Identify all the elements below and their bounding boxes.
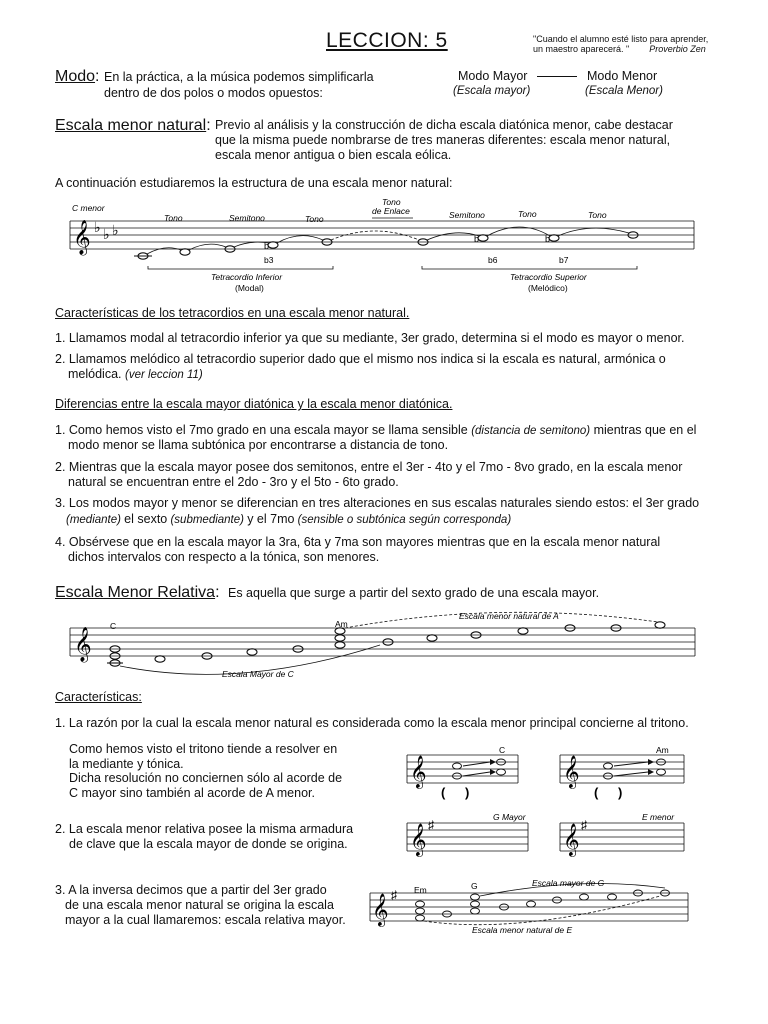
caract-tetra-item-2-line-2: melódica. (ver leccion 11) [68, 367, 203, 381]
relativa-text: Es aquella que surge a partir del sexto grado de una escala mayor. [228, 586, 600, 600]
modo-menor: Modo Menor [587, 69, 658, 83]
caracteristicas-item-3: 3. A la inversa decimos que a partir del 3er grado de una escala menor natural se origina la escala mayor a la cual llamaremos: escala relativa mayor. [55, 883, 346, 927]
treble-clef-icon: 𝄞 [563, 824, 580, 855]
ex-paren-2: ( ) [594, 785, 631, 800]
svg-text:b7: b7 [559, 255, 569, 265]
svg-text:♭: ♭ [103, 226, 110, 242]
sharp-icon: ♯ [391, 888, 397, 902]
svg-text:de Enlace: de Enlace [372, 206, 410, 216]
svg-text:b6: b6 [488, 255, 498, 265]
svg-text:(Melódico): (Melódico) [528, 283, 568, 293]
ex-label-natural-e: Escala menor natural de E [472, 925, 573, 935]
treble-clef-icon: 𝄞 [372, 894, 389, 925]
svg-text:Tono: Tono [164, 213, 183, 223]
ex-label-am: Am [656, 745, 669, 755]
ex-label-g-mayor: G Mayor [493, 812, 526, 822]
svg-text:Semitono: Semitono [449, 210, 485, 220]
ex-label-mayor-g: Escala mayor de G [532, 878, 605, 888]
caracteristicas-heading: Características: [55, 690, 142, 704]
diferencias-item-2-line-2: natural se encuentran entre el 2do - 3ro y el 5to - 6to grado. [68, 475, 399, 489]
svg-text:♭: ♭ [94, 219, 101, 235]
relativa-heading: Escala Menor Relativa: [55, 584, 220, 601]
label-natural-a: Escala menor natural de A [459, 611, 559, 621]
ex-label-c: C [499, 745, 506, 755]
diferencias-item-1-line-1: 1. Como hemos visto el 7mo grado en una escala mayor se llama sensible (distancia de semitono) mientras que en el [55, 423, 697, 437]
page-title: LECCION: 5 [326, 29, 448, 52]
escala-menor-heading: Escala menor natural: [55, 117, 211, 134]
svg-text:Tono: Tono [518, 209, 537, 219]
escala-menor-line-2: que la misma puede nombrarse de tres maneras diferentes: escala menor natural, [215, 133, 671, 147]
treble-clef-icon: 𝄞 [73, 221, 91, 254]
escala-menor-line-3: escala menor antigua o bien escala eólica. [215, 148, 452, 162]
modo-text-2: dentro de dos polos o modos opuestos: [104, 86, 323, 100]
svg-text:Tono: Tono [305, 214, 324, 224]
modo-text-1: En la práctica, a la música podemos simplificarla [104, 70, 374, 84]
diferencias-item-4-line-2: dichos intervalos con respecto a la tónica, son menores. [68, 550, 380, 564]
caract-tetra-heading: Características de los tetracordios en una escala menor natural. [55, 306, 410, 320]
ex-label-e-menor: E menor [642, 812, 675, 822]
sharp-icon: ♯ [428, 818, 434, 832]
svg-text:Tetracordio Superior: Tetracordio Superior [510, 272, 587, 282]
modo-mayor: Modo Mayor [458, 69, 528, 83]
diferencias-heading: Diferencias entre la escala mayor diatónica y la escala menor diatónica. [55, 397, 453, 411]
escala-menor-line-1: Previo al análisis y la construcción de dicha escala diatónica menor, cabe destacar [215, 118, 673, 132]
svg-text:b3: b3 [264, 255, 274, 265]
diferencias-item-4-line-1: 4. Obsérvese que en la escala mayor la 3ra, 6ta y 7ma son mayores mientras que en la escala menor natural [55, 535, 661, 549]
svg-text:Semitono: Semitono [229, 213, 265, 223]
caracteristicas-item-1: 1. La razón por la cual la escala menor natural es considerada como la escala menor principal concierne al tritono. [55, 716, 689, 730]
svg-text:Tetracordio Inferior: Tetracordio Inferior [211, 272, 283, 282]
svg-text:b: b [545, 234, 551, 244]
scale-notes-em-g [416, 890, 670, 921]
arrow-icon [648, 759, 654, 775]
ex-label-g: G [471, 881, 478, 891]
svg-text:b: b [474, 234, 480, 244]
modo-menor-sub: (Escala Menor) [585, 85, 663, 97]
svg-text:♭: ♭ [112, 222, 119, 238]
caracteristicas-item-2: 2. La escala menor relativa posee la misma armadura de clave que la escala mayor de donde se origina. [55, 822, 354, 851]
sharp-icon: ♯ [581, 818, 587, 832]
caract-tetra-item-2-line-1: 2. Llamamos melódico al tetracordio superior dado que el mismo nos indica si la escala es natural, armónica o [55, 352, 666, 366]
diferencias-item-2-line-1: 2. Mientras que la escala mayor posee dos semitonos, entre el 3er - 4to y el 7mo - 8vo grado, en la escala menor [55, 460, 683, 474]
ex-paren-1: ( ) [441, 785, 478, 800]
modo-mayor-sub: (Escala mayor) [453, 85, 531, 97]
svg-text:Tono: Tono [382, 197, 401, 207]
treble-clef-icon: 𝄞 [74, 628, 92, 661]
ex-label-em: Em [414, 885, 427, 895]
label-c: C [110, 621, 117, 631]
svg-text:b: b [264, 241, 270, 251]
label-mayor-c: Escala Mayor de C [222, 669, 294, 679]
svg-text:(Modal): (Modal) [235, 283, 264, 293]
quote-source: Proverbio Zen [649, 44, 706, 54]
modo-heading: Modo: [55, 68, 100, 85]
label-am: Am [335, 619, 348, 629]
diferencias-item-3-line-2: (mediante) el sexto (submediante) y el 7mo (sensible o subtónica según corresponda) [66, 512, 512, 526]
caract-tetra-item-1: 1. Llamamos modal al tetracordio inferior ya que su mediante, 3er grado, determina si el modo es mayor o menor. [55, 331, 685, 345]
label-c-menor: C menor [72, 203, 105, 213]
caracteristicas-para-1: Como hemos visto el tritono tiende a resolver en la mediante y tónica. Dicha resolución no conciernen sólo al acorde de C mayor sino también al acorde de A menor. [69, 742, 343, 800]
svg-text:Tono: Tono [588, 210, 607, 220]
treble-clef-icon: 𝄞 [410, 824, 427, 855]
arrow-icon [490, 759, 496, 775]
treble-clef-icon: 𝄞 [563, 756, 580, 787]
quote-line-1: "Cuando el alumno esté listo para aprender, [533, 34, 709, 44]
diferencias-item-3-line-1: 3. Los modos mayor y menor se diferencian en tres alteraciones en sus escalas naturales siendo estos: el 3er grado [55, 496, 700, 510]
slurs-em-g [424, 884, 665, 925]
diferencias-item-1-line-2: modo menor se llama subtónica por encontrarse a distancia de tono. [68, 438, 449, 452]
intro-text: A continuación estudiaremos la estructura de una escala menor natural: [55, 176, 453, 190]
treble-clef-icon: 𝄞 [410, 756, 427, 787]
quote-line-2: un maestro aparecerá. " Proverbio Zen [533, 44, 706, 54]
